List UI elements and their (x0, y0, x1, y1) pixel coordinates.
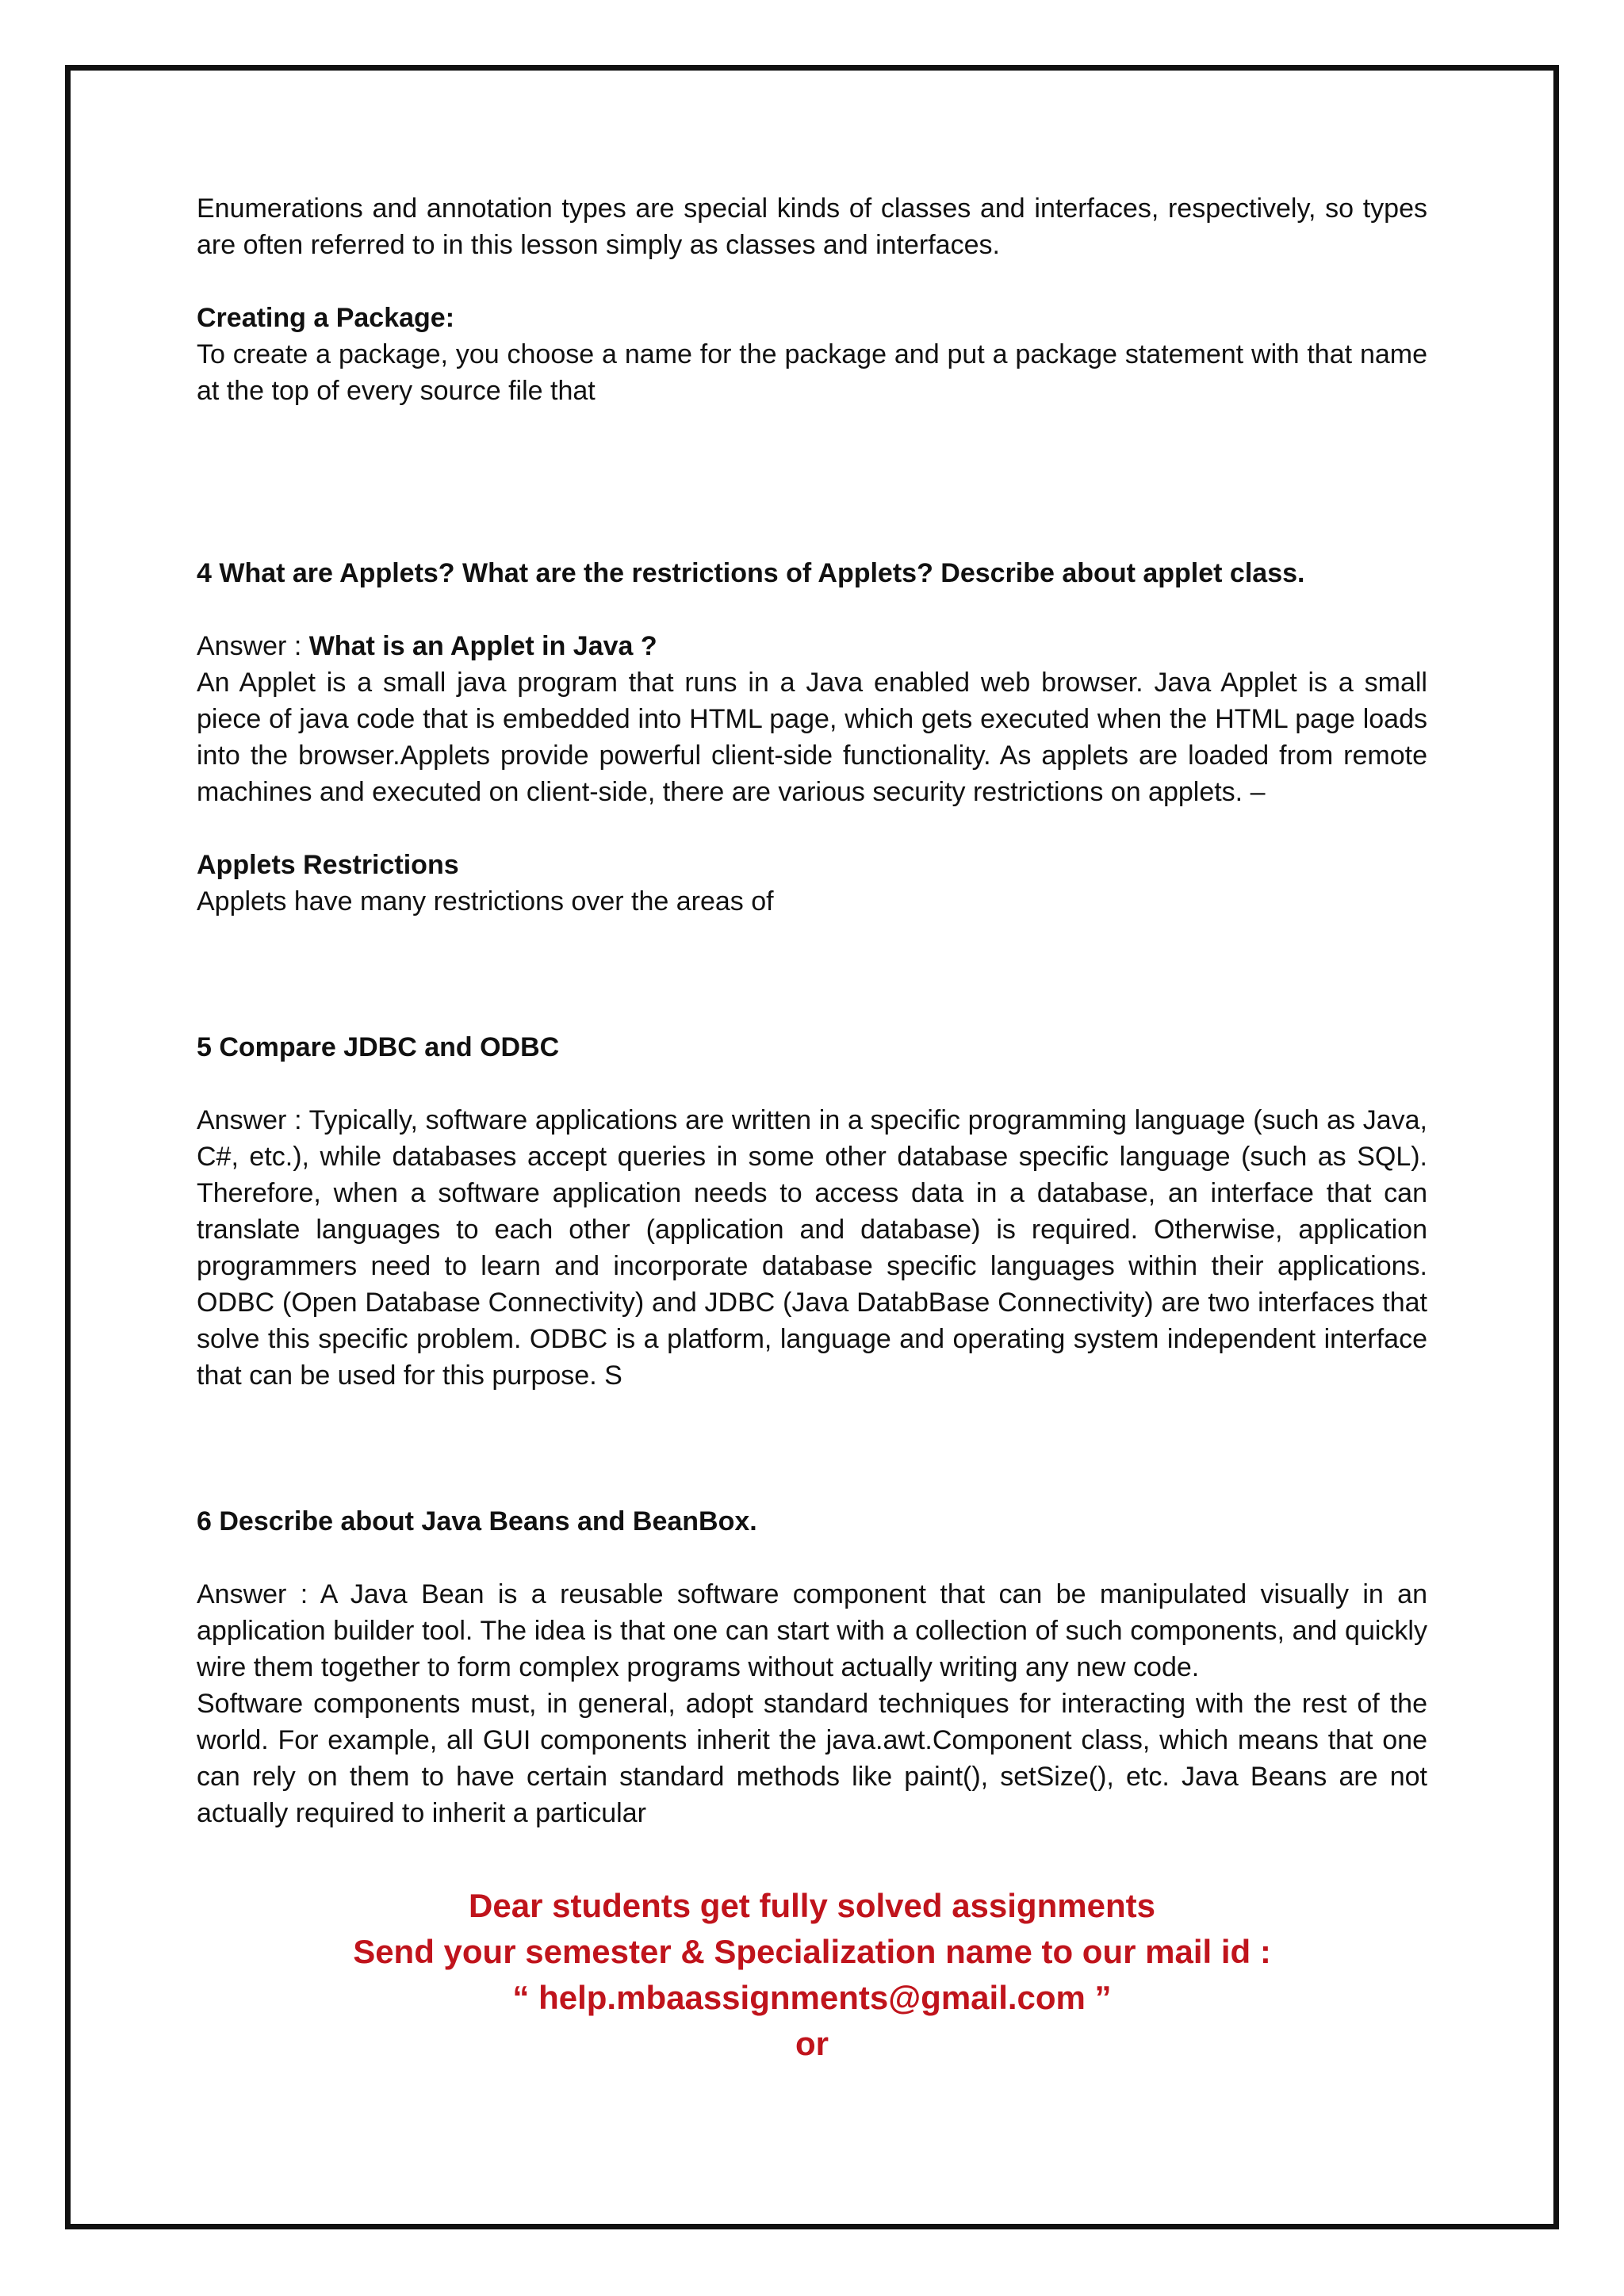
q6-answer-paragraph-2: Software components must, in general, adopt standard techniques for interacting with the rest of the world. For example, all GUI components inherit the java.awt.Component class, which means that one can rely on them to have certain standard methods like paint(), setSize(), etc. Java Beans are not actually required to inherit a particular (197, 1689, 1427, 1828)
q4-answer-line (197, 628, 1427, 664)
q4-restrictions-body: Applets have many restrictions over the areas of (197, 886, 774, 916)
spacer (197, 591, 1427, 628)
spacer (197, 1540, 1427, 1576)
q4-answer-heading: What is an Applet in Java ? (308, 631, 657, 661)
q5-question: 5 Compare JDBC and ODBC (197, 1032, 560, 1062)
spacer (197, 1066, 1427, 1102)
q6-question: 6 Describe about Java Beans and BeanBox. (197, 1506, 757, 1536)
spacer (197, 810, 1427, 847)
spacer (197, 1394, 1427, 1503)
q4-answer-prefix: Answer : (197, 631, 309, 661)
promo-line-2: Send your semester & Specialization name to our mail id : (353, 1933, 1271, 1970)
promo-or: or (795, 2025, 829, 2062)
promo-email: “ help.mbaassignments@gmail.com ” (512, 1979, 1112, 2016)
q6-answer-paragraph-1: Answer : A Java Bean is a reusable software component that can be manipulated visually in an application builder tool. The idea is that one can start with a collection of such components, and quickly wire them together to form complex programs without actually writing any new code. (197, 1579, 1427, 1682)
promo-block (197, 1883, 1427, 2067)
q4-answer-body: An Applet is a small java program that runs in a Java enabled web browser. Java Applet is a small piece of java code that is embedded into HTML page, which gets executed when the HTML page loads into the browser.Applets provide powerful client-side functionality. As applets are loaded from remote machines and executed on client-side, there are various security restrictions on applets. – (197, 668, 1427, 807)
spacer (197, 263, 1427, 300)
package-body: To create a package, you choose a name for the package and put a package statement with that name at the top of every source file that (197, 339, 1427, 406)
package-heading: Creating a Package: (197, 303, 455, 333)
q4-restrictions-heading: Applets Restrictions (197, 850, 459, 880)
spacer (197, 920, 1427, 1029)
q5-answer: Answer : Typically, software applications are written in a specific programming language (such as Java, C#, etc.), while databases accept queries in some other database specific language (such as SQL). Therefore, when a software application needs to access data in a database, an interface that can translate languages to each other (application and database) is required. Otherwise, application programmers need to learn and incorporate database specific languages within their applications. ODBC (Open Database Connectivity) and JDBC (Java DatabBase Connectivity) are two interfaces that solve this specific problem. ODBC is a platform, language and operating system independent interface that can be used for this purpose. S (197, 1105, 1427, 1391)
spacer (197, 409, 1427, 555)
promo-line-1: Dear students get fully solved assignments (469, 1887, 1155, 1924)
document-body (197, 190, 1427, 1831)
q4-question: 4 What are Applets? What are the restrictions of Applets? Describe about applet class. (197, 558, 1305, 588)
intro-paragraph: Enumerations and annotation types are special kinds of classes and interfaces, respectively, so types are often referred to in this lesson simply as classes and interfaces. (197, 193, 1427, 260)
